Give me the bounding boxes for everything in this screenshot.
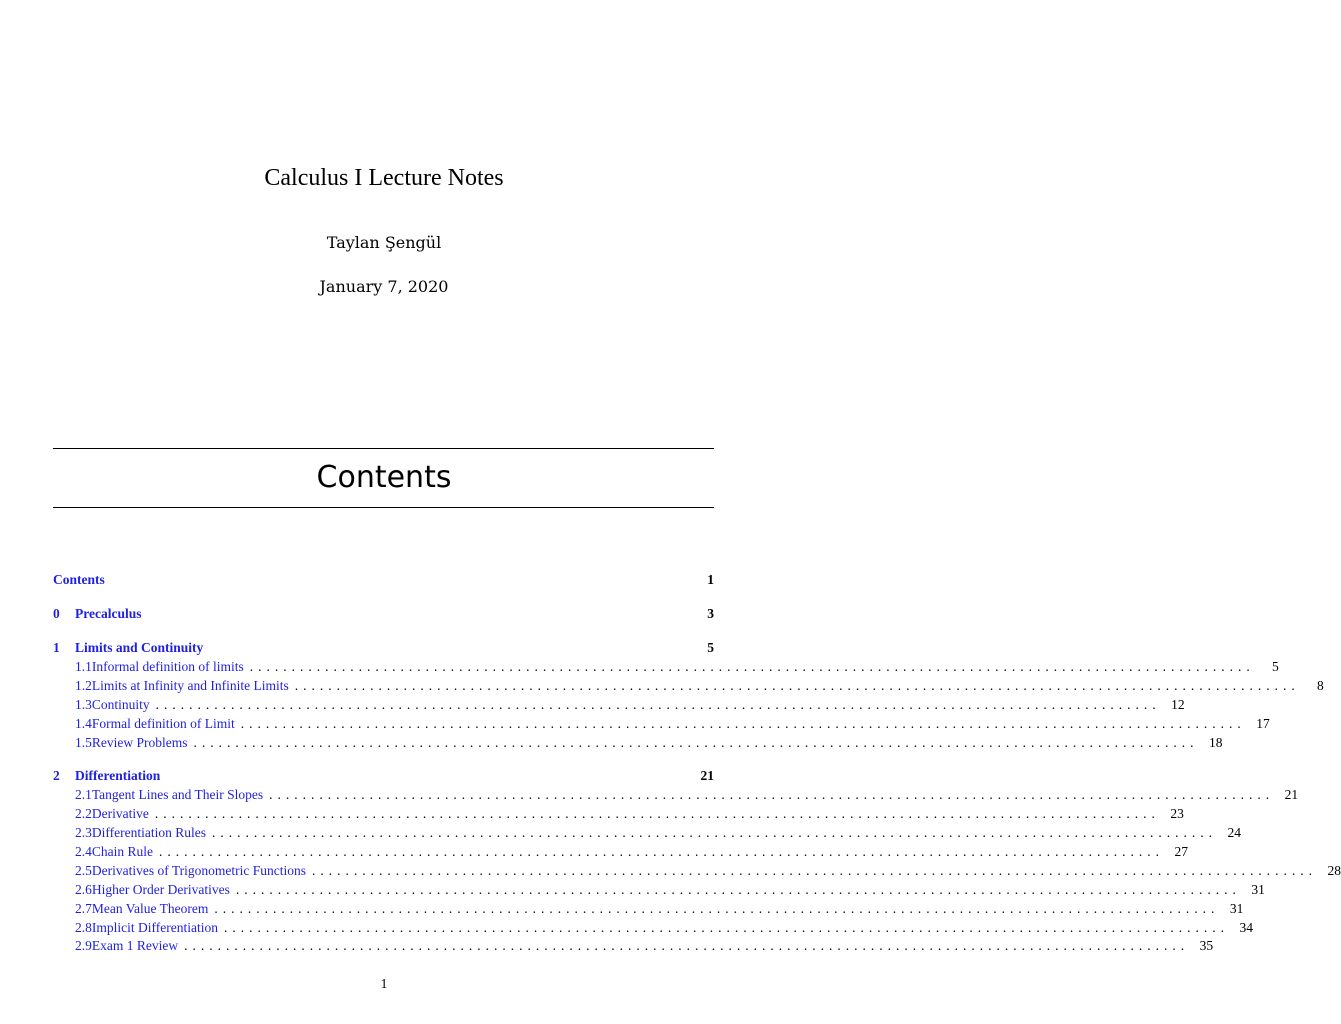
- toc-entry-number[interactable]: 2.5: [75, 863, 92, 878]
- toc-section-entry[interactable]: [53, 695, 1185, 714]
- toc-entry-link[interactable]: Chain Rule: [91, 844, 153, 859]
- toc-section-entry[interactable]: [53, 657, 1279, 676]
- toc-entry-page: 31: [1229, 901, 1244, 916]
- toc-dot-leader: ........................................................................................................................: [240, 716, 1246, 731]
- toc-entry-page: 3: [707, 606, 714, 621]
- toc-entry-link[interactable]: Derivative: [91, 806, 149, 821]
- contents-rule-top: [53, 448, 714, 449]
- toc-section-entry[interactable]: [53, 861, 1341, 880]
- toc-entry-number[interactable]: 1.3: [75, 697, 92, 712]
- toc-section-entry[interactable]: [53, 714, 1270, 733]
- toc-section-entry[interactable]: [53, 918, 1253, 937]
- toc-section-entry[interactable]: [53, 842, 1188, 861]
- toc-entry-link[interactable]: Informal definition of limits: [91, 659, 244, 674]
- toc-entry-link[interactable]: Differentiation: [75, 768, 161, 783]
- toc-entry-link[interactable]: Contents: [53, 572, 105, 587]
- page-number: 1: [380, 976, 388, 991]
- toc-entry-link[interactable]: Tangent Lines and Their Slopes: [91, 787, 264, 802]
- toc-section-entry[interactable]: [53, 880, 1265, 899]
- contents-rule-bottom: [53, 507, 714, 508]
- toc-entry-link[interactable]: Differentiation Rules: [91, 825, 206, 840]
- toc-entry-link[interactable]: Limits at Infinity and Infinite Limits: [91, 678, 289, 693]
- toc-entry-page: 24: [1227, 825, 1241, 840]
- toc-entry-number[interactable]: 0: [53, 606, 60, 621]
- toc-entry-number[interactable]: 2.4: [75, 844, 92, 859]
- toc-section-entry[interactable]: [53, 899, 1244, 918]
- toc-entry-number[interactable]: 2.7: [75, 901, 92, 916]
- toc-section-entry[interactable]: [53, 804, 1184, 823]
- toc-section-entry[interactable]: [53, 785, 1299, 804]
- toc-entry-link[interactable]: Continuity: [91, 697, 150, 712]
- toc-dot-leader: ........................................................................................................................: [294, 678, 1300, 693]
- toc-entry-number[interactable]: 1.5: [75, 735, 92, 750]
- toc-entry-link[interactable]: Derivatives of Trigonometric Functions: [91, 863, 306, 878]
- toc-dot-leader: ........................................................................................................................: [269, 787, 1275, 802]
- toc-dot-leader: ........................................................................................................................: [193, 735, 1199, 750]
- toc-entry-page: 35: [1199, 938, 1214, 953]
- toc-dot-leader: ........................................................................................................................: [154, 806, 1160, 821]
- toc-entry-number[interactable]: 2.6: [75, 882, 92, 897]
- toc-entry-link[interactable]: Exam 1 Review: [91, 938, 179, 953]
- contents-heading: Contents: [316, 460, 452, 495]
- toc-entry-link[interactable]: Precalculus: [75, 606, 142, 621]
- toc-entry-link[interactable]: Higher Order Derivatives: [91, 882, 230, 897]
- document-author: Taylan Şengül: [326, 233, 442, 252]
- toc-entry-link[interactable]: Review Problems: [91, 735, 188, 750]
- toc-section-entry[interactable]: [53, 676, 1324, 695]
- toc-chapter-entry[interactable]: [53, 604, 714, 623]
- toc-chapter-entry[interactable]: [53, 570, 714, 589]
- toc-entry-number[interactable]: 1.2: [75, 678, 92, 693]
- toc-entry-page: 18: [1209, 735, 1223, 750]
- toc-entry-page: 8: [1316, 678, 1324, 693]
- toc-dot-leader: ........................................................................................................................: [159, 844, 1164, 859]
- toc-dot-leader: ........................................................................................................................: [249, 659, 1255, 674]
- toc-entry-page: 17: [1256, 716, 1270, 731]
- toc-entry-page: 1: [707, 572, 714, 587]
- toc-entry-page: 28: [1327, 863, 1341, 878]
- toc-dot-leader: ........................................................................................................................: [155, 697, 1161, 712]
- toc-entry-number[interactable]: 1.1: [75, 659, 92, 674]
- toc-dot-leader: ........................................................................................................................: [235, 882, 1241, 897]
- toc-dot-leader: ........................................................................................................................: [311, 863, 1317, 878]
- toc-section-entry[interactable]: [53, 733, 1223, 752]
- toc-chapter-entry[interactable]: [53, 766, 714, 785]
- toc-entry-page: 21: [700, 768, 714, 783]
- toc-entry-number[interactable]: 2.2: [75, 806, 92, 821]
- toc-entry-link[interactable]: Limits and Continuity: [75, 640, 204, 655]
- toc-chapter-entry[interactable]: [53, 638, 714, 657]
- toc-entry-page: 5: [707, 640, 714, 655]
- toc-entry-number[interactable]: 2.8: [75, 920, 92, 935]
- toc-entry-page: 12: [1171, 697, 1185, 712]
- toc-entry-page: 31: [1251, 882, 1265, 897]
- toc-entry-number[interactable]: 2.9: [75, 938, 92, 953]
- toc-entry-number[interactable]: 2: [53, 768, 60, 783]
- toc-entry-page: 21: [1284, 787, 1299, 802]
- toc-dot-leader: ........................................................................................................................: [214, 901, 1220, 916]
- document-title: Calculus I Lecture Notes: [264, 165, 504, 191]
- toc-entry-link[interactable]: Mean Value Theorem: [91, 901, 209, 916]
- document-date: January 7, 2020: [319, 277, 449, 296]
- toc-entry-page: 34: [1239, 920, 1253, 935]
- toc-entry-number[interactable]: 2.1: [75, 787, 92, 802]
- toc-entry-link[interactable]: Formal definition of Limit: [91, 716, 235, 731]
- toc-dot-leader: ........................................................................................................................: [223, 920, 1229, 935]
- toc-entry-page: 23: [1170, 806, 1184, 821]
- toc-entry-number[interactable]: 2.3: [75, 825, 92, 840]
- toc-entry-link[interactable]: Implicit Differentiation: [91, 920, 218, 935]
- toc-dot-leader: ........................................................................................................................: [184, 938, 1190, 953]
- toc-section-entry[interactable]: [53, 823, 1241, 842]
- toc-entry-number[interactable]: 1: [53, 640, 60, 655]
- toc-section-entry[interactable]: [53, 936, 1214, 955]
- toc-entry-page: 5: [1271, 659, 1279, 674]
- toc-entry-number[interactable]: 1.4: [75, 716, 92, 731]
- toc-dot-leader: ........................................................................................................................: [211, 825, 1217, 840]
- toc-entry-page: 27: [1174, 844, 1188, 859]
